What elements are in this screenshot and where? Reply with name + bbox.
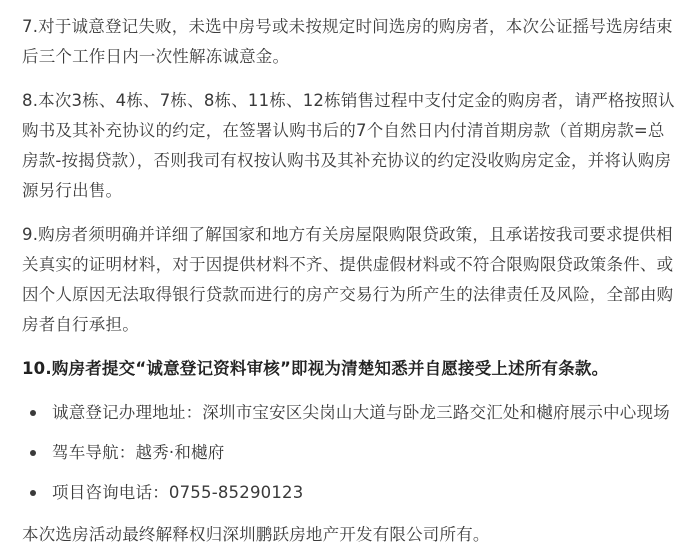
address-text: 诚意登记办理地址：深圳市宝安区尖岗山大道与卧龙三路交汇处和樾府展示中心现场 [52, 403, 670, 422]
contact-list [22, 398, 676, 508]
clause-7: 7.对于诚意登记失败，未选中房号或未按规定时间选房的购房者，本次公证摇号选房结束后三个工作日内一次性解冻诚意金。 [22, 17, 673, 66]
clause-8: 8.本次3栋、4栋、7栋、8栋、11栋、12栋销售过程中支付定金的购房者，请严格按照认购书及其补充协议的约定，在签署认购书后的7个自然日内付清首期房款（首期房款=总房款-按揭贷款），否则我司有权按认购书及其补充协议的约定没收购房定金，并将认购房源另行出售。 [22, 91, 675, 200]
list-item-phone [22, 478, 676, 508]
list-item-navigation [22, 438, 676, 468]
list-item-address [22, 398, 676, 428]
bullet-dot-icon [30, 490, 36, 496]
bullet-dot-icon [30, 450, 36, 456]
footer-note: 本次选房活动最终解释权归深圳鹏跃房地产开发有限公司所有。 [22, 525, 490, 544]
clause-10: 10.购房者提交“诚意登记资料审核”即视为清楚知悉并自愿接受上述所有条款。 [22, 359, 609, 378]
bullet-dot-icon [30, 410, 36, 416]
navigation-text: 驾车导航：越秀·和樾府 [52, 443, 225, 462]
clause-9: 9.购房者须明确并详细了解国家和地方有关房屋限购限贷政策，且承诺按我司要求提供相关真实的证明材料，对于因提供材料不齐、提供虚假材料或不符合限购限贷政策条件、或因个人原因无法取得银行贷款而进行的房产交易行为所产生的法律责任及风险，全部由购房者自行承担。 [22, 225, 674, 334]
phone-text: 项目咨询电话：0755-85290123 [52, 483, 304, 502]
